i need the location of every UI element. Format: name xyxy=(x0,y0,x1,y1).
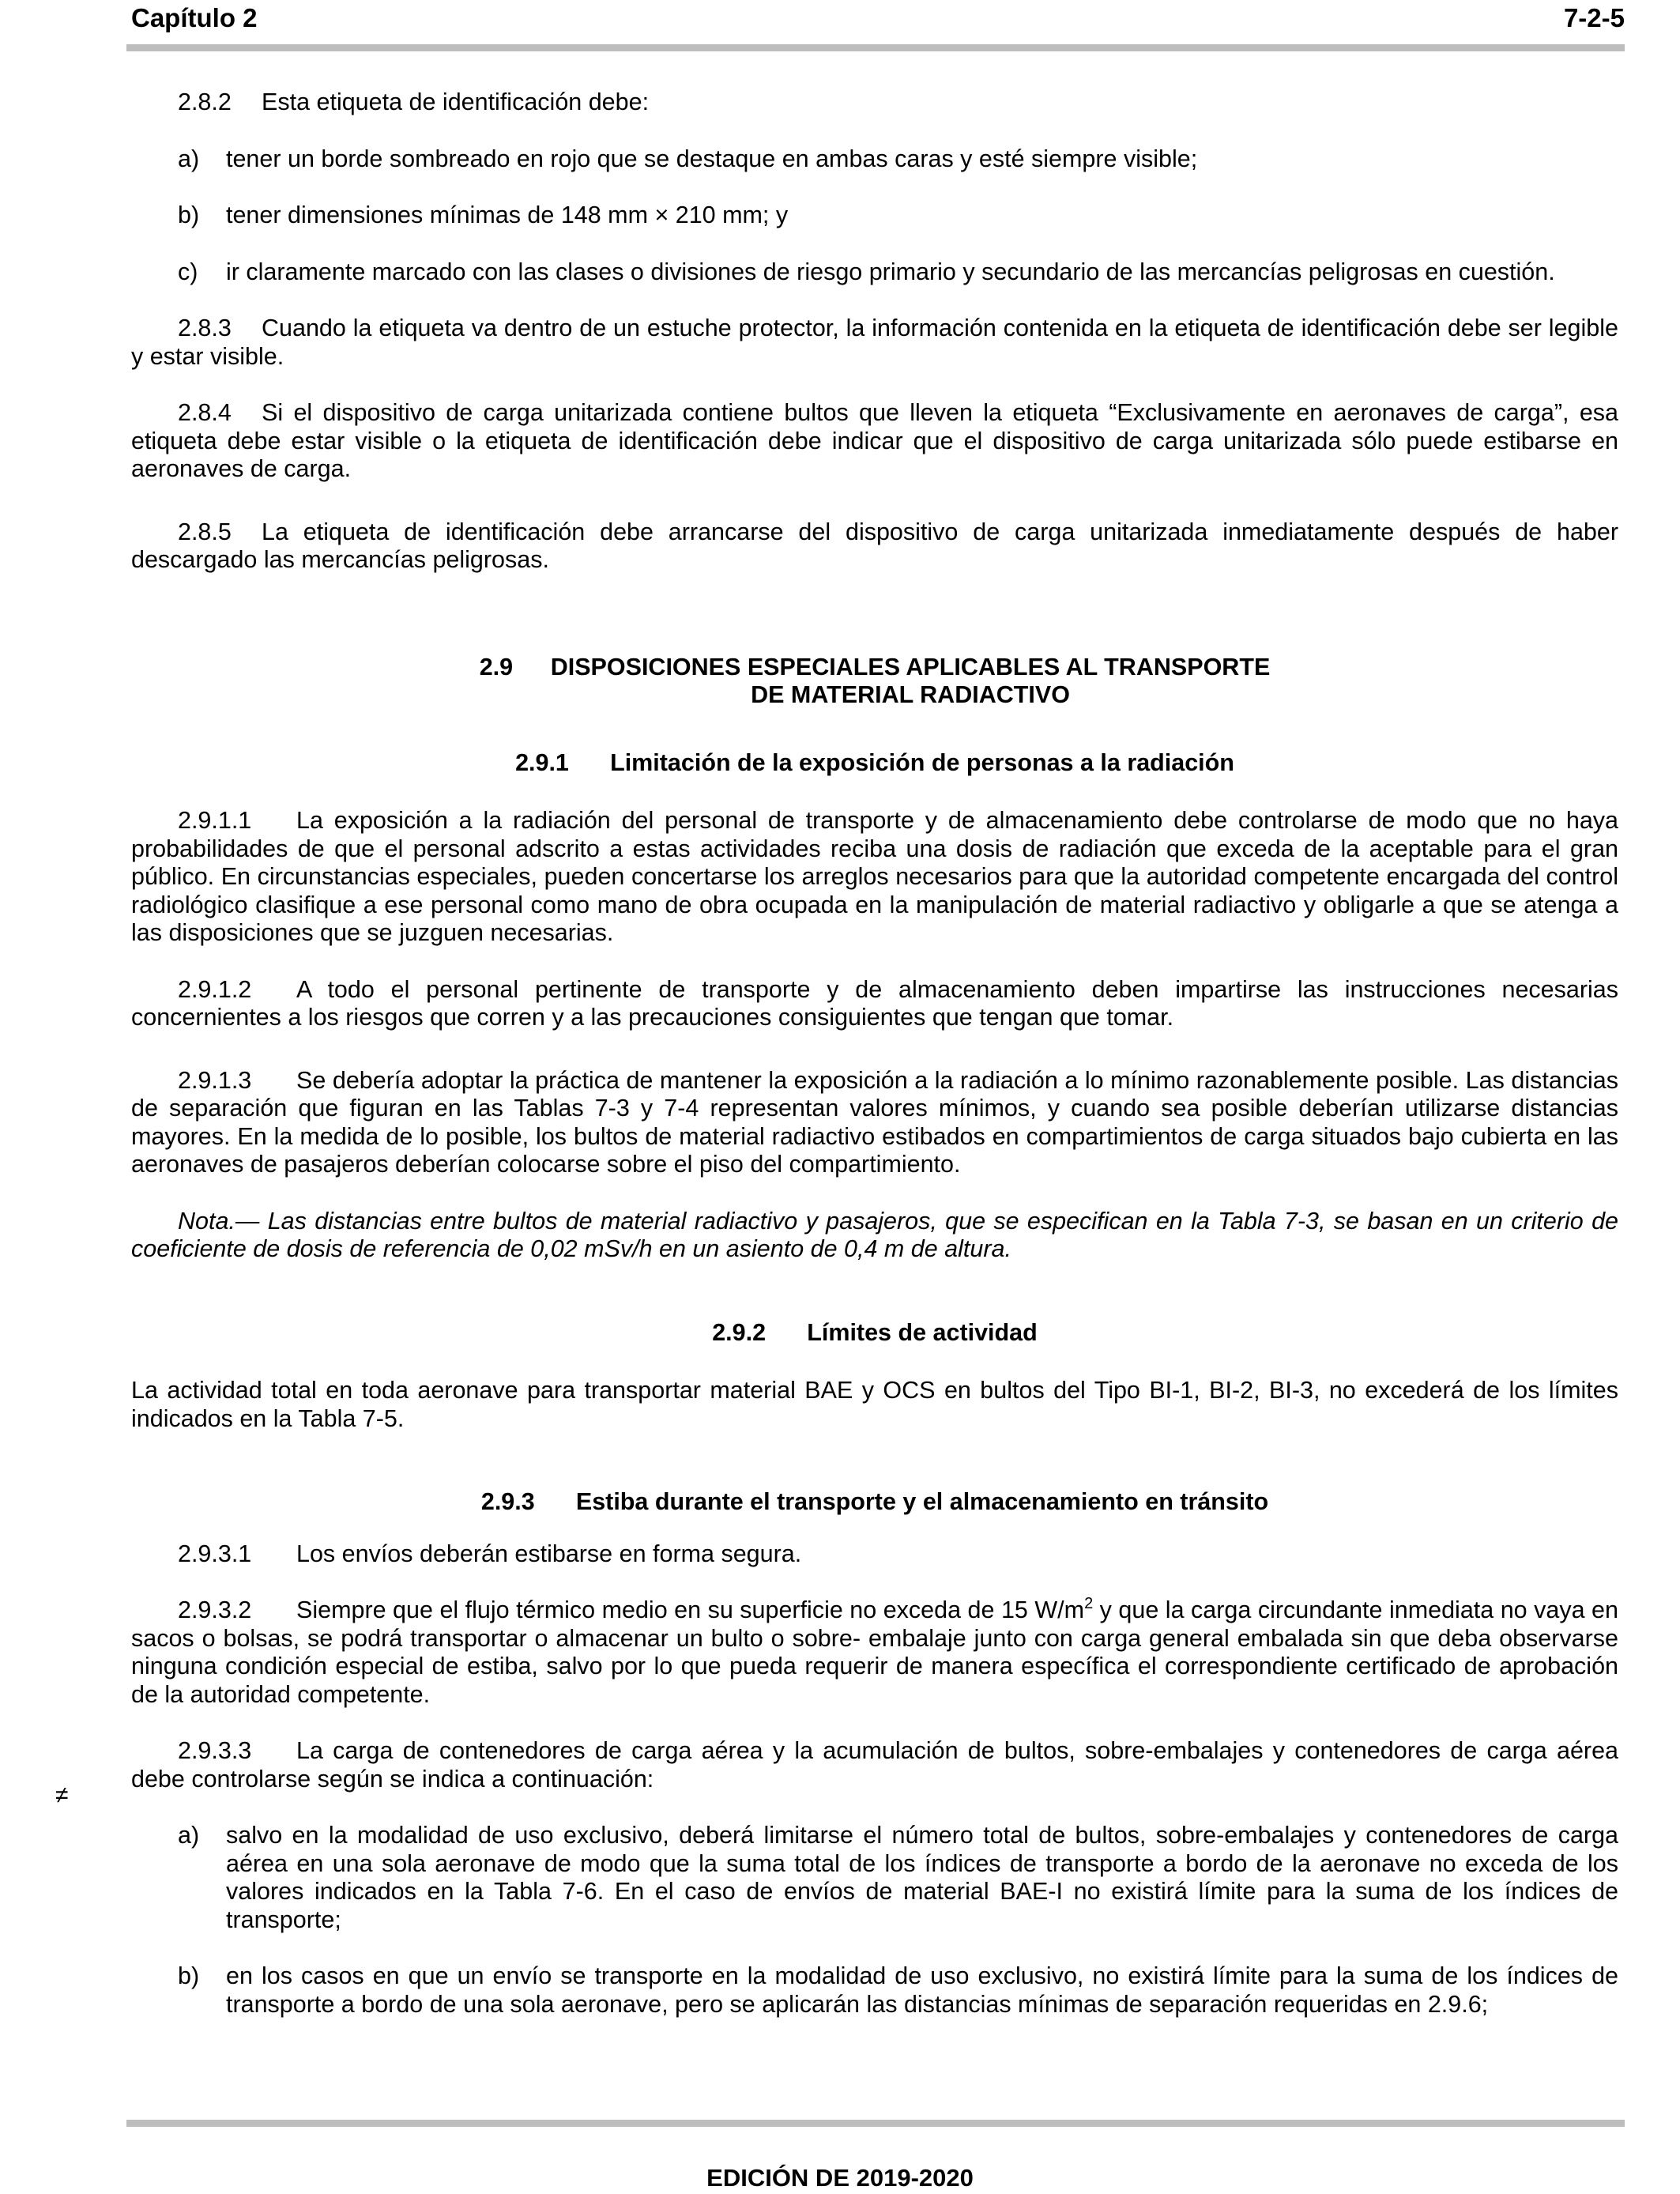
paragraph-2-9-1-1: 2.9.1.1 La exposición a la radiación del personal de transporte y de almacenamiento debe controlarse de modo que no haya probabilidades de que el personal adscrito a estas actividades reciba una dosis de radiación que exceda de la aceptable para el gran público. En circunstancias especiales, pueden concertarse los arreglos necesarios para que la autoridad competente encargada del control radiológico clasifique a ese personal como mano de obra ocupada en la manipulación de material radiactivo y obligarle a que se atenga a las disposiciones que se juzguen necesarias. xyxy=(131,807,1618,946)
paragraph-2-9-2: La actividad total en toda aeronave para transportar material BAE y OCS en bultos del Tipo BI-1, BI-2, BI-3, no excederá de los límites indicados en la Tabla 7-5. xyxy=(131,1377,1618,1432)
section-heading-2-9: 2.9 DISPOSICIONES ESPECIALES APLICABLES AL TRANSPORTE xyxy=(479,653,1271,680)
paragraph-2-8-3: 2.8.3 Cuando la etiqueta va dentro de un estuche protector, la información contenida en la etiqueta de identificación debe ser legible y estar visible. xyxy=(131,315,1618,370)
paragraph-2-8-4: 2.8.4 Si el dispositivo de carga unitarizada contiene bultos que lleven la etiqueta “Exclusivamente en aeronaves de carga”, esa etiqueta debe estar visible o la etiqueta de identificación debe indicar que el dispositivo de carga unitarizada sólo puede estibarse en aeronaves de carga. xyxy=(131,399,1618,482)
subsection-heading-2-9-1: 2.9.1 Limitación de la exposición de personas a la radiación xyxy=(515,748,1234,776)
subsection-heading-2-9-3: 2.9.3 Estiba durante el transporte y el almacenamiento en tránsito xyxy=(480,1488,1269,1515)
section-heading-2-9-line2: DE MATERIAL RADIACTIVO xyxy=(751,681,1070,708)
page-number: 7-2-5 xyxy=(1563,3,1625,32)
list-item-b: b) tener dimensiones mínimas de 148 mm × 210 mm; y xyxy=(178,202,789,228)
list-item-a: a) tener un borde sombreado en rojo que se destaque en ambas caras y esté siempre visible; xyxy=(178,145,1198,172)
paragraph-2-9-1-2: 2.9.1.2 A todo el personal pertinente de transporte y de almacenamiento deben impartirse las instrucciones necesarias concernientes a los riesgos que corren y a las precauciones consiguientes que tengan que tomar. xyxy=(131,975,1618,1031)
paragraph-2-8-2: 2.8.2 Esta etiqueta de identificación debe: xyxy=(178,89,650,115)
paragraph-2-9-3-2: 2.9.3.2 Siempre que el flujo térmico medio en su superficie no exceda de 15 $W/m^2$ y que la carga circundante inmediata no vaya en sacos o bolsas, se podrá transportar o almacenar un bulto o sobre- embalaje junto con carga general embalada sin que deba observarse ninguna condición especial de estiba, salvo por lo que pueda requerir de manera específica el correspondiente certificado de aprobación de la autoridad competente. xyxy=(131,1595,1618,1708)
paragraph-2-9-3-3: 2.9.3.3 La carga de contenedores de carga aérea y la acumulación de bultos, sobre-embalajes y contenedores de carga aérea debe controlarse según se indica a continuación: xyxy=(131,1737,1618,1793)
revision-marker: ≠ xyxy=(55,1782,69,1808)
list-item-b: b) en los casos en que un envío se transporte en la modalidad de uso exclusivo, no existirá límite para la suma de los índices de transporte a bordo de una sola aeronave, pero se aplicarán las distancias mínimas de separación requeridas en 2.9.6; xyxy=(178,1962,1618,2018)
subsection-heading-2-9-2: 2.9.2 Límites de actividad xyxy=(712,1318,1038,1346)
paragraph-2-8-5: 2.8.5 La etiqueta de identificación debe arrancarse del dispositivo de carga unitarizada inmediatamente después de haber descargado las mercancías peligrosas. xyxy=(131,518,1618,573)
edition-footer: EDICIÓN DE 2019-2020 xyxy=(706,2164,974,2192)
page-body xyxy=(131,89,1618,2019)
list-item-a: a) salvo en la modalidad de uso exclusivo, deberá limitarse el número total de bultos, sobre-embalajes y contenedores de carga aérea en una sola aeronave de modo que la suma total de los índices de transporte a bordo de la aeronave no exceda de los valores indicados en la Tabla 7-6. En el caso de envíos de material BAE-I no existirá límite para la suma de los índices de transporte; xyxy=(178,1822,1618,1933)
list-item-c: c) ir claramente marcado con las clases o divisiones de riesgo primario y secundario de las mercancías peligrosas en cuestión. xyxy=(178,258,1555,285)
note-paragraph: Nota.— Las distancias entre bultos de material radiactivo y pasajeros, que se especifican en la Tabla 7-3, se basan en un criterio de coeficiente de dosis de referencia de 0,02 mSv/h en un asiento de 0,4 m de altura. xyxy=(131,1207,1618,1262)
chapter-header: Capítulo 2 xyxy=(131,3,258,32)
header-rule xyxy=(126,44,1625,51)
paragraph-2-9-1-3: 2.9.1.3 Se debería adoptar la práctica de mantener la exposición a la radiación a lo mínimo razonablemente posible. Las distancias de separación que figuran en las Tablas 7-3 y 7-4 representan valores mínimos, y cuando sea posible deberían utilizarse distancias mayores. En la medida de lo posible, los bultos de material radiactivo estibados en compartimientos de carga situados bajo cubierta en las aeronaves de pasajeros deberían colocarse sobre el piso del compartimiento. xyxy=(131,1066,1618,1178)
footer-rule xyxy=(126,2120,1625,2127)
paragraph-2-9-3-1: 2.9.3.1 Los envíos deberán estibarse en forma segura. xyxy=(178,1540,802,1567)
